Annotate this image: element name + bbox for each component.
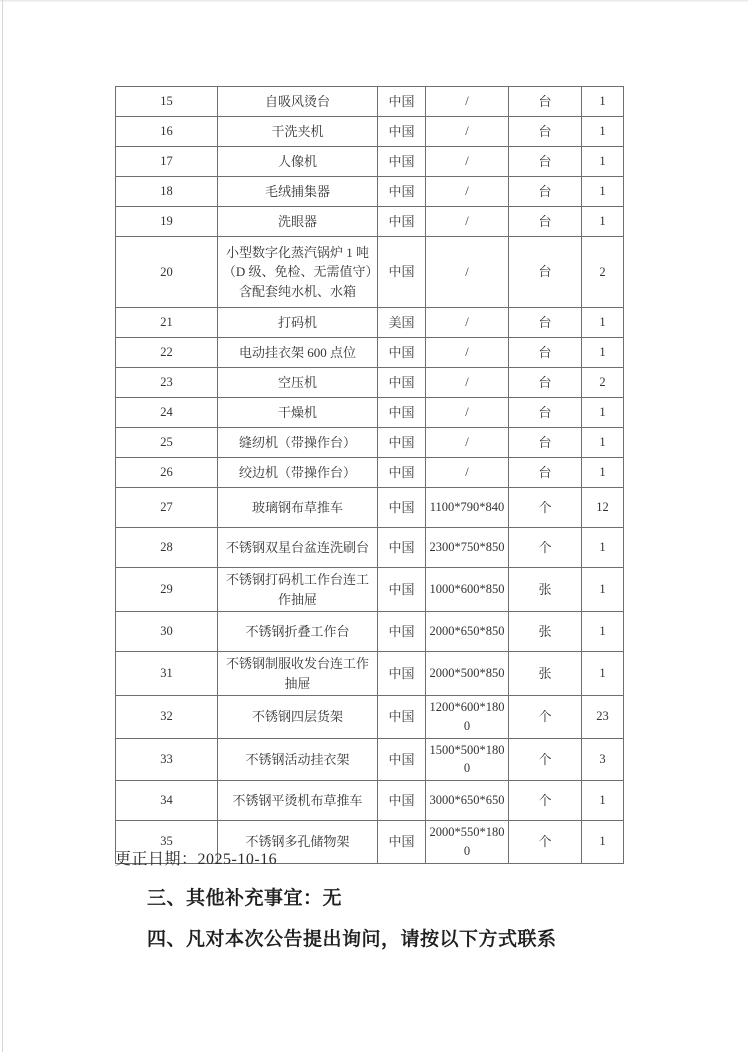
cell-unit: 台 [509,207,582,237]
cell-spec: 1500*500*1800 [426,738,509,781]
cell-qty: 3 [582,738,624,781]
cell-qty: 1 [582,177,624,207]
cell-name: 干燥机 [218,398,378,428]
cell-origin: 中国 [378,398,426,428]
cell-name: 不锈钢四层货架 [218,696,378,739]
cell-origin: 中国 [378,207,426,237]
cell-qty: 1 [582,308,624,338]
cell-no: 31 [116,652,218,696]
cell-no: 26 [116,458,218,488]
cell-name: 毛绒捕集器 [218,177,378,207]
cell-qty: 2 [582,368,624,398]
cell-spec: / [426,177,509,207]
cell-name: 不锈钢双星台盆连洗刷台 [218,528,378,568]
cell-spec: 1000*600*850 [426,568,509,612]
cell-qty: 1 [582,117,624,147]
cell-spec: / [426,338,509,368]
cell-name: 缝纫机（带操作台） [218,428,378,458]
cell-no: 18 [116,177,218,207]
cell-origin: 中国 [378,696,426,739]
scan-edge-left [2,0,3,1052]
cell-unit: 台 [509,177,582,207]
cell-spec: / [426,87,509,117]
cell-name: 不锈钢制服收发台连工作抽屉 [218,652,378,696]
cell-unit: 个 [509,821,582,864]
cell-unit: 个 [509,738,582,781]
cell-origin: 中国 [378,568,426,612]
cell-unit: 台 [509,458,582,488]
table-row [116,696,624,739]
cell-unit: 台 [509,368,582,398]
cell-no: 20 [116,237,218,308]
cell-qty: 1 [582,398,624,428]
cell-spec: / [426,207,509,237]
cell-spec: 1200*600*1800 [426,696,509,739]
cell-unit: 台 [509,147,582,177]
cell-name: 不锈钢活动挂衣架 [218,738,378,781]
table-row [116,652,624,696]
table-row [116,147,624,177]
cell-name: 不锈钢折叠工作台 [218,612,378,652]
cell-origin: 中国 [378,821,426,864]
cell-spec: 2000*650*850 [426,612,509,652]
cell-spec: / [426,147,509,177]
cell-spec: 2000*500*850 [426,652,509,696]
cell-qty: 1 [582,821,624,864]
cell-no: 19 [116,207,218,237]
cell-spec: / [426,398,509,428]
table-row [116,368,624,398]
cell-unit: 台 [509,338,582,368]
cell-name: 不锈钢打码机工作台连工作抽屉 [218,568,378,612]
cell-no: 33 [116,738,218,781]
cell-qty: 1 [582,147,624,177]
cell-origin: 中国 [378,87,426,117]
cell-no: 30 [116,612,218,652]
cell-name: 不锈钢多孔储物架 [218,821,378,864]
table-row [116,738,624,781]
cell-origin: 中国 [378,428,426,458]
cell-name: 绞边机（带操作台） [218,458,378,488]
cell-origin: 中国 [378,147,426,177]
cell-no: 34 [116,781,218,821]
cell-no: 23 [116,368,218,398]
cell-origin: 中国 [378,738,426,781]
table-row [116,488,624,528]
cell-unit: 个 [509,781,582,821]
cell-unit: 张 [509,612,582,652]
cell-name: 电动挂衣架 600 点位 [218,338,378,368]
cell-qty: 12 [582,488,624,528]
cell-no: 28 [116,528,218,568]
cell-spec: / [426,308,509,338]
table-row [116,87,624,117]
cell-no: 17 [116,147,218,177]
equipment-table [115,86,624,864]
cell-unit: 个 [509,528,582,568]
cell-name: 洗眼器 [218,207,378,237]
cell-unit: 个 [509,488,582,528]
cell-qty: 1 [582,458,624,488]
cell-origin: 美国 [378,308,426,338]
cell-spec: / [426,117,509,147]
cell-no: 15 [116,87,218,117]
cell-no: 21 [116,308,218,338]
cell-origin: 中国 [378,368,426,398]
scan-edge-top [0,0,748,2]
cell-unit: 台 [509,87,582,117]
cell-qty: 1 [582,652,624,696]
table-row [116,177,624,207]
cell-qty: 1 [582,528,624,568]
cell-no: 27 [116,488,218,528]
cell-origin: 中国 [378,237,426,308]
cell-unit: 张 [509,652,582,696]
cell-name: 人像机 [218,147,378,177]
cell-origin: 中国 [378,528,426,568]
section-four-line: 四、凡对本次公告提出询问，请按以下方式联系 [147,929,557,950]
cell-qty: 1 [582,612,624,652]
cell-qty: 2 [582,237,624,308]
cell-unit: 个 [509,696,582,739]
cell-name: 不锈钢平烫机布草推车 [218,781,378,821]
cell-qty: 23 [582,696,624,739]
cell-no: 16 [116,117,218,147]
cell-qty: 1 [582,338,624,368]
cell-qty: 1 [582,428,624,458]
cell-origin: 中国 [378,652,426,696]
cell-name: 小型数字化蒸汽锅炉 1 吨（D 级、免检、无需值守）含配套纯水机、水箱 [218,237,378,308]
cell-unit: 台 [509,398,582,428]
table-row [116,458,624,488]
cell-unit: 台 [509,428,582,458]
table-row [116,338,624,368]
cell-spec: 3000*650*650 [426,781,509,821]
cell-spec: / [426,428,509,458]
table-row [116,207,624,237]
cell-qty: 1 [582,87,624,117]
cell-name: 自吸风烫台 [218,87,378,117]
cell-no: 29 [116,568,218,612]
table-row [116,237,624,308]
table-row [116,528,624,568]
cell-origin: 中国 [378,612,426,652]
cell-spec: / [426,237,509,308]
cell-origin: 中国 [378,338,426,368]
cell-no: 32 [116,696,218,739]
cell-name: 打码机 [218,308,378,338]
table-row [116,612,624,652]
cell-origin: 中国 [378,781,426,821]
cell-qty: 1 [582,568,624,612]
cell-spec: / [426,458,509,488]
cell-origin: 中国 [378,117,426,147]
cell-qty: 1 [582,781,624,821]
cell-origin: 中国 [378,177,426,207]
cell-no: 22 [116,338,218,368]
table-row [116,428,624,458]
table-row [116,568,624,612]
cell-qty: 1 [582,207,624,237]
cell-origin: 中国 [378,488,426,528]
cell-spec: 1100*790*840 [426,488,509,528]
cell-name: 干洗夹机 [218,117,378,147]
cell-origin: 中国 [378,458,426,488]
section-three-line: 三、其他补充事宜：无 [147,888,343,909]
cell-name: 空压机 [218,368,378,398]
table-row [116,308,624,338]
table-row [116,781,624,821]
cell-no: 35 [116,821,218,864]
cell-unit: 台 [509,117,582,147]
cell-spec: 2000*550*1800 [426,821,509,864]
cell-unit: 张 [509,568,582,612]
cell-spec: / [426,368,509,398]
correction-date-line: 更正日期：2025-10-16 [115,851,278,868]
table-row [116,398,624,428]
cell-no: 25 [116,428,218,458]
cell-name: 玻璃钢布草推车 [218,488,378,528]
cell-unit: 台 [509,308,582,338]
cell-unit: 台 [509,237,582,308]
table-row [116,117,624,147]
equipment-table-body [116,87,624,864]
cell-no: 24 [116,398,218,428]
cell-spec: 2300*750*850 [426,528,509,568]
footer-section [115,846,635,951]
